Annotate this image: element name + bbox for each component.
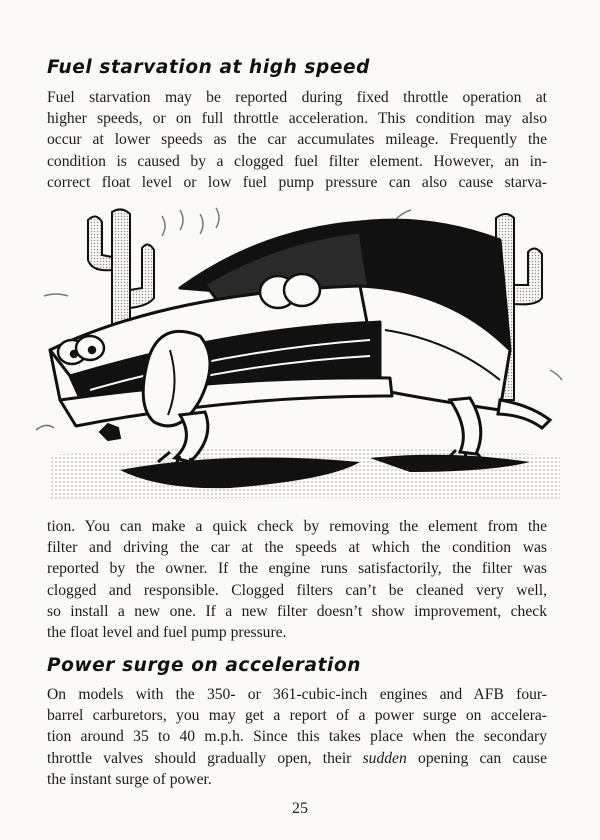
text-line-with-emphasis [47, 748, 547, 769]
text-line: condition is caused by a clogged fuel filter element. However, an in- [47, 152, 547, 170]
emphasized-word: sudden [362, 749, 407, 767]
text-line: Fuel starvation may be reported during fixed throttle operation at [47, 89, 547, 106]
section-heading-fuel-starvation: Fuel starvation at high speed [47, 57, 371, 78]
text-run: throttle valves should gradually open, their [47, 749, 363, 767]
text-line: the instant surge of power. [47, 770, 212, 788]
text-line: so install a new one. If a new filter doesn’t show improvement, check [47, 602, 547, 620]
text-line: filter and driving the car at the speeds at which the condition was [47, 539, 547, 557]
text-line: higher speeds, or on full throttle acceleration. This condition may also [47, 110, 547, 128]
paragraph-power-surge [47, 684, 547, 790]
text-line: occur at lower speeds as the car accumulates mileage. Frequently the [47, 131, 547, 149]
text-line: On models with the 350- or 361-cubic-inch engines and AFB four- [47, 686, 547, 703]
cartoon-car-illustration [30, 200, 570, 510]
text-line: barrel carburetors, you may get a report of a power surge on accelera- [47, 707, 547, 725]
text-line: the float level and fuel pump pressure. [47, 624, 287, 642]
text-line: tion. You can make a quick check by removing the element from the [47, 518, 547, 535]
text-line: tion around 35 to 40 m.p.h. Since this takes place when the secondary [47, 728, 547, 746]
text-line: correct float level or low fuel pump pressure can also cause starva- [47, 173, 547, 191]
page-number: 25 [292, 800, 308, 817]
text-line: clogged and responsible. Clogged filters can’t be cleaned very well, [47, 581, 547, 599]
section-heading-power-surge: Power surge on acceleration [47, 655, 362, 676]
paragraph-fuel-starvation-intro [47, 87, 547, 193]
desert-ground [50, 447, 560, 500]
text-line: reported by the owner. If the engine runs satisfactorily, the filter was [47, 560, 547, 578]
text-run: opening can cause [406, 749, 548, 767]
paragraph-fuel-starvation-check [47, 516, 547, 643]
